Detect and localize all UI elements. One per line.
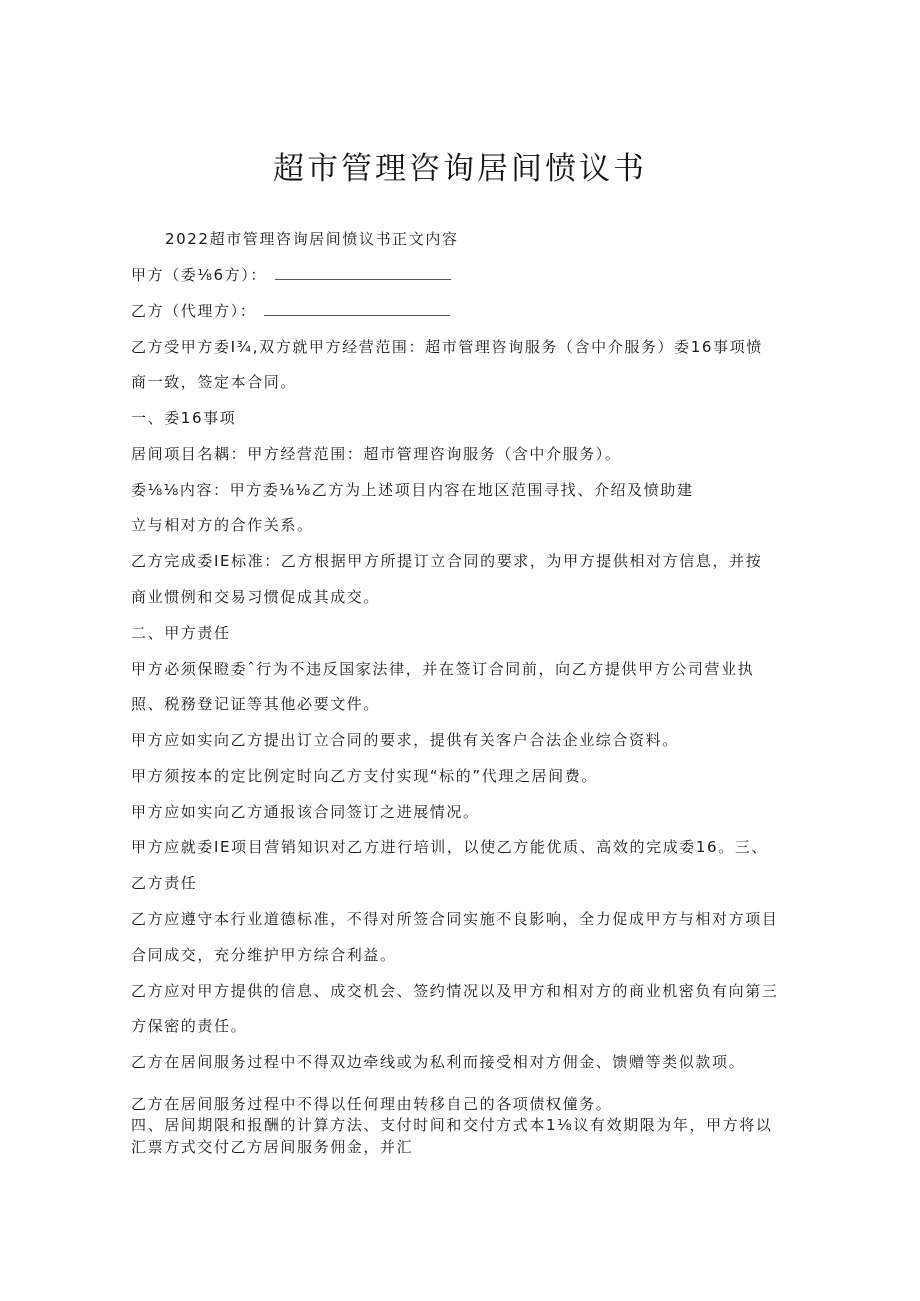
party-b-blank — [264, 301, 450, 316]
paragraph-line: 照、税務登记证等其他必要文件。 — [131, 695, 381, 713]
paragraph-line: 乙方受甲方委Ι¾,双方就甲方经营范围：超市管理咨询服务（含中介服务）委16事项愤 — [131, 338, 763, 356]
paragraph-line: 立与相对方的合作关系。 — [131, 516, 314, 534]
party-a-blank — [275, 265, 451, 280]
paragraph-line: 汇票方式交付乙方居间服务佣金，并汇 — [131, 1138, 414, 1156]
party-b-label: 乙方（代理方）： — [131, 302, 257, 320]
paragraph-line: 乙方应遵守本行业道德标准，不得对所签合同实施不良影响，全力促成甲方与相对方项目 — [131, 910, 779, 928]
paragraph-line: 乙方在居间服务过程中不得以任何理由转移自己的各项债权僮务。 — [131, 1095, 613, 1113]
party-a-line — [131, 265, 451, 285]
paragraph-line: 乙方在居间服务过程中不得双边牵线或为私利而接受相对方佣金、馈赠等类似款项。 — [131, 1053, 746, 1071]
section-heading: 乙方责任 — [131, 874, 198, 892]
paragraph-line: 合同成交，充分维护甲方综合利益。 — [131, 946, 397, 964]
paragraph-line: 乙方完成委IE标准：乙方根据甲方所提订立合同的要求，为甲方提供相对方信息，并按 — [131, 552, 763, 570]
party-b-line — [131, 301, 450, 321]
paragraph-line: 委⅛⅛内容：甲方委⅛⅛乙方为上述项目内容在地区范围寻找、介绍及愤助建 — [131, 481, 694, 499]
party-a-label: 甲方（委⅛6方）： — [131, 266, 267, 284]
paragraph-line: 甲方应如实向乙方提出订立合同的要求，提供有关客户合法企业综合资料。 — [131, 731, 679, 749]
paragraph-line: 商一致，签定本合同。 — [131, 373, 298, 391]
paragraph-line: 方保密的责任。 — [131, 1017, 248, 1035]
paragraph-line: 甲方必须保瞪委ˆ行为不违反国家法律，并在签订合同前，向乙方提供甲方公司营业执 — [131, 660, 755, 678]
paragraph-line: 甲方须按本的定比例定时向乙方支付实现“标的”代理之居间费。 — [131, 767, 598, 785]
paragraph-line: 居间项目名耦：甲方经营范围：超市管理咨询服务（含中介服务）。 — [131, 445, 622, 463]
paragraph-line: 甲方应如实向乙方通报该合同签订之进展情况。 — [131, 803, 480, 821]
paragraph-line: 商业惯例和交易习惯促成其成交。 — [131, 588, 381, 606]
section-heading: 一、委16事项 — [131, 409, 237, 427]
paragraph-line: 甲方应就委IE项目营销知识对乙方进行培训，以使乙方能优质、高效的完成委16。三、 — [131, 838, 768, 856]
paragraph-line: 四、居间期限和报酬的计算方法、支付时间和交付方式本1⅛议有效期限为年，甲方将以 — [131, 1116, 773, 1134]
section-heading: 二、甲方责任 — [131, 624, 231, 642]
document-subtitle: 2022超市管理咨询居间愤议书正文内容 — [165, 230, 459, 248]
document-title: 超市管理咨询居间愤议书 — [273, 151, 647, 187]
paragraph-line: 乙方应对甲方提供的信息、成交机会、签约情况以及甲方和相对方的商业机密负有向第三 — [131, 982, 779, 1000]
